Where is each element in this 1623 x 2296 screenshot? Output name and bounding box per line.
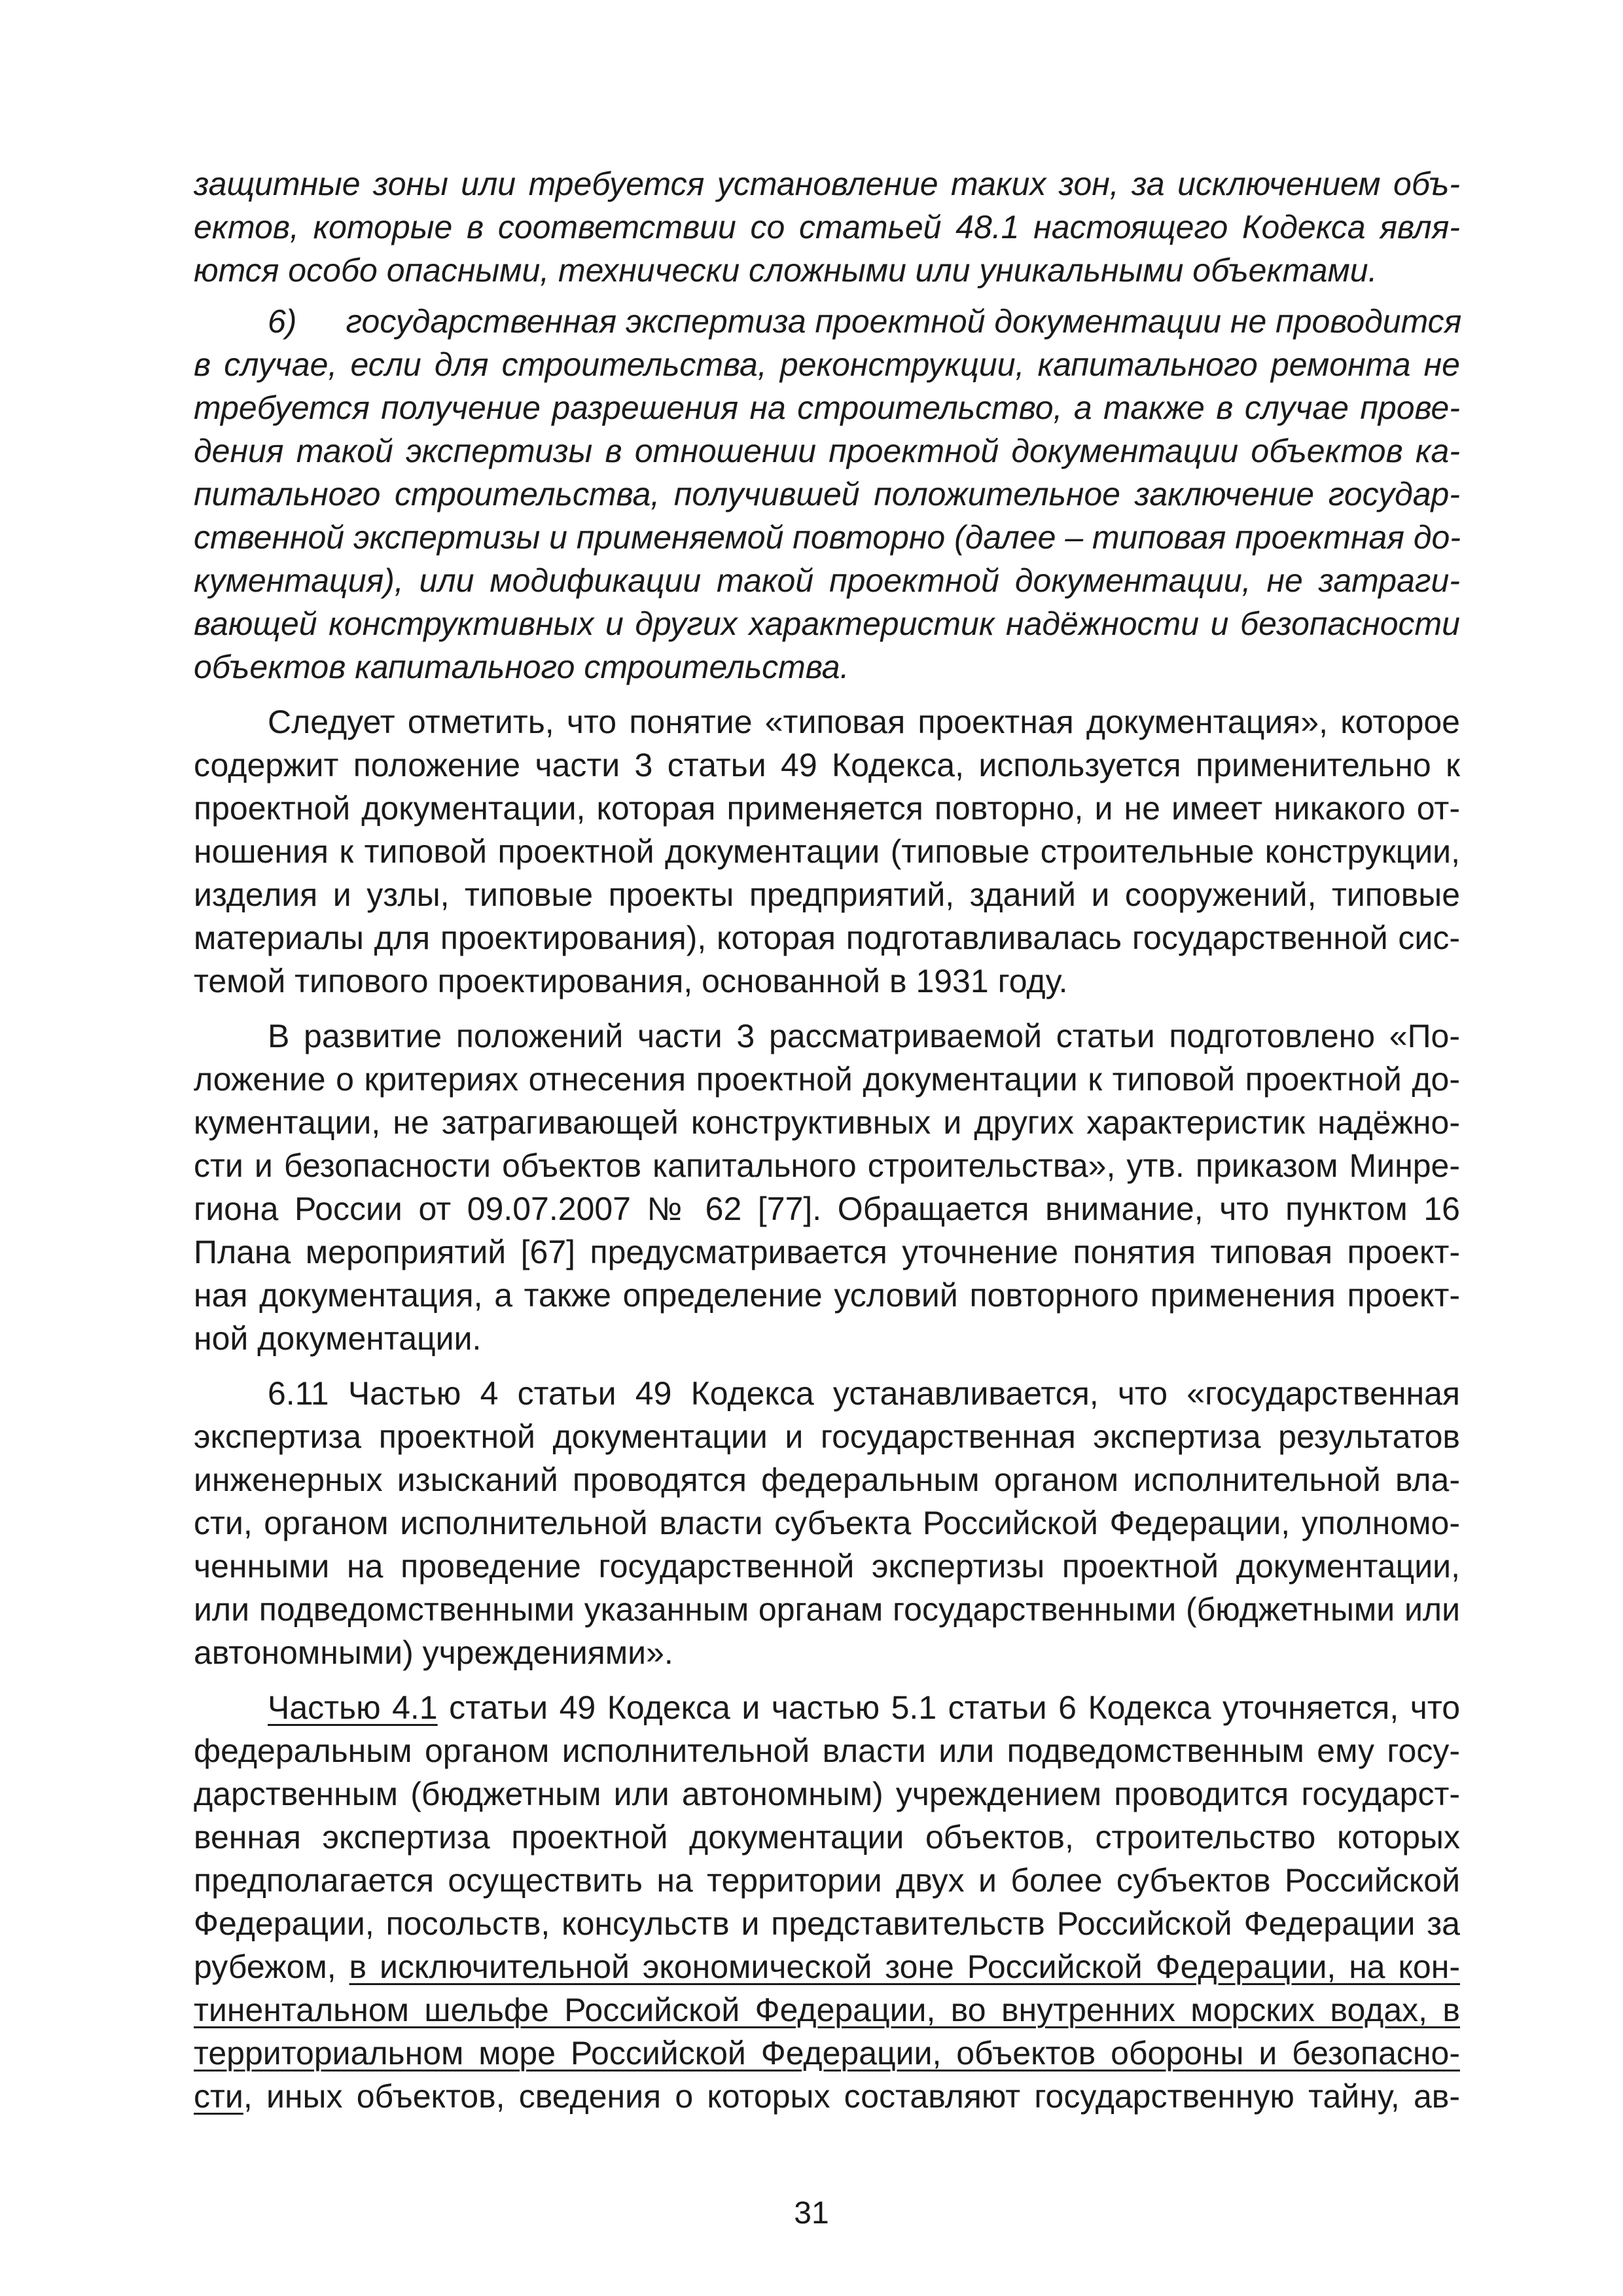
text-line: 6) государственная экспертиза проектной документации не проводится bbox=[268, 303, 1462, 340]
text-line: автономными) учреждениями». bbox=[194, 1634, 673, 1671]
text-line: сти и безопасности объектов капитального строительства», утв. приказом Минре- bbox=[194, 1147, 1460, 1184]
text-line bbox=[194, 1859, 1460, 1903]
text-line: питального строительства, получившей положительное заключение государ- bbox=[194, 476, 1460, 512]
text-line: кументации, не затрагивающей конструктивных и других характеристик надёжно- bbox=[194, 1104, 1460, 1141]
text-line: ложение о критериях отнесения проектной документации к типовой проектной до- bbox=[194, 1061, 1460, 1098]
text-line: объектов капитального строительства. bbox=[194, 649, 849, 685]
text-line: Плана мероприятий [67] предусматривается уточнение понятия типовая проект- bbox=[194, 1234, 1460, 1270]
text-line: в случае, если для строительства, реконструкции, капитального ремонта не bbox=[194, 346, 1460, 383]
text-line: В развитие положений части 3 рассматриваемой статьи подготовлено «По- bbox=[268, 1018, 1460, 1054]
text-segment: рубежом, bbox=[194, 1948, 349, 1985]
underlined-text: сти bbox=[194, 2078, 243, 2115]
page-number: 31 bbox=[794, 2196, 829, 2231]
text-line: требуется получение разрешения на строительство, а также в случае прове- bbox=[194, 389, 1460, 426]
text-line bbox=[194, 1816, 1460, 1860]
text-line: дения такой экспертизы в отношении проектной документации объектов ка- bbox=[194, 433, 1460, 469]
underlined-link-text[interactable]: Частью 4.1 bbox=[268, 1689, 438, 1726]
underlined-text: тинентальном шельфе Российской Федерации, во внутренних морских водах, в bbox=[194, 1992, 1460, 2028]
text-line: изделия и узлы, типовые проекты предприятий, зданий и сооружений, типовые bbox=[194, 876, 1460, 913]
text-line bbox=[194, 2075, 1460, 2119]
text-segment: венная экспертиза проектной документации объектов, строительство которых bbox=[194, 1819, 1460, 1856]
text-segment: федеральным органом исполнительной власти или подведомственным ему госу- bbox=[194, 1732, 1460, 1769]
text-line: защитные зоны или требуется установление таких зон, за исключением объ- bbox=[194, 166, 1460, 202]
text-line bbox=[194, 2032, 1460, 2076]
text-line: или подведомственными указанным органам государственными (бюджетными или bbox=[194, 1591, 1460, 1628]
text-line: гиона России от 09.07.2007 № 62 [77]. Обращается внимание, что пунктом 16 bbox=[194, 1191, 1460, 1227]
text-line: 6.11 Частью 4 статьи 49 Кодекса устанавливается, что «государственная bbox=[268, 1375, 1460, 1412]
text-line: ственной экспертизы и применяемой повторно (далее – типовая проектная до- bbox=[194, 519, 1461, 556]
text-line: кументация), или модификации такой проектной документации, не затраги- bbox=[194, 562, 1460, 599]
text-line: ная документация, а также определение условий повторного применения проект- bbox=[194, 1277, 1460, 1314]
text-segment: , иных объектов, сведения о которых составляют государственную тайну, ав- bbox=[243, 2078, 1460, 2115]
text-line: инженерных изысканий проводятся федеральным органом исполнительной вла- bbox=[194, 1462, 1460, 1498]
underlined-text: территориальном море Российской Федерации, объектов обороны и безопасно- bbox=[194, 2035, 1460, 2072]
text-line: ной документации. bbox=[194, 1320, 482, 1357]
text-line: содержит положение части 3 статьи 49 Кодекса, используется применительно к bbox=[194, 747, 1460, 783]
text-segment: Федерации, посольств, консульств и представительств Российской Федерации за bbox=[194, 1905, 1460, 1942]
text-line: сти, органом исполнительной власти субъекта Российской Федерации, уполномо- bbox=[194, 1505, 1460, 1541]
text-segment: предполагается осуществить на территории двух и более субъектов Российской bbox=[194, 1862, 1460, 1899]
text-line: вающей конструктивных и других характеристик надёжности и безопасности bbox=[194, 605, 1460, 642]
text-line: темой типового проектирования, основанной в 1931 году. bbox=[194, 963, 1068, 999]
text-line: ченными на проведение государственной экспертизы проектной документации, bbox=[194, 1548, 1460, 1585]
underlined-text: в исключительной экономической зоне Российской Федерации, на кон- bbox=[349, 1948, 1460, 1985]
text-line: экспертиза проектной документации и государственная экспертиза результатов bbox=[194, 1418, 1460, 1455]
text-line: Следует отметить, что понятие «типовая проектная документация», которое bbox=[268, 704, 1460, 740]
text-line bbox=[194, 1945, 1460, 1990]
text-line: ношения к типовой проектной документации (типовые строительные конструкции, bbox=[194, 833, 1460, 870]
text-segment: дарственным (бюджетным или автономным) учреждением проводится государст- bbox=[194, 1776, 1460, 1812]
text-line bbox=[194, 1988, 1460, 2033]
text-line bbox=[194, 1729, 1460, 1774]
text-line: материалы для проектирования), которая подготавливалась государственной сис- bbox=[194, 920, 1460, 956]
text-line bbox=[194, 1902, 1460, 1946]
text-line bbox=[194, 1772, 1460, 1817]
text-line: ектов, которые в соответствии со статьей 48.1 настоящего Кодекса явля- bbox=[194, 209, 1460, 245]
text-line: проектной документации, которая применяется повторно, и не имеет никакого от- bbox=[194, 790, 1460, 827]
text-segment: статьи 49 Кодекса и частью 5.1 статьи 6 Кодекса уточняется, что bbox=[437, 1689, 1461, 1726]
text-line: ются особо опасными, технически сложными или уникальными объектами. bbox=[194, 252, 1378, 289]
text-line bbox=[268, 1686, 1460, 1731]
